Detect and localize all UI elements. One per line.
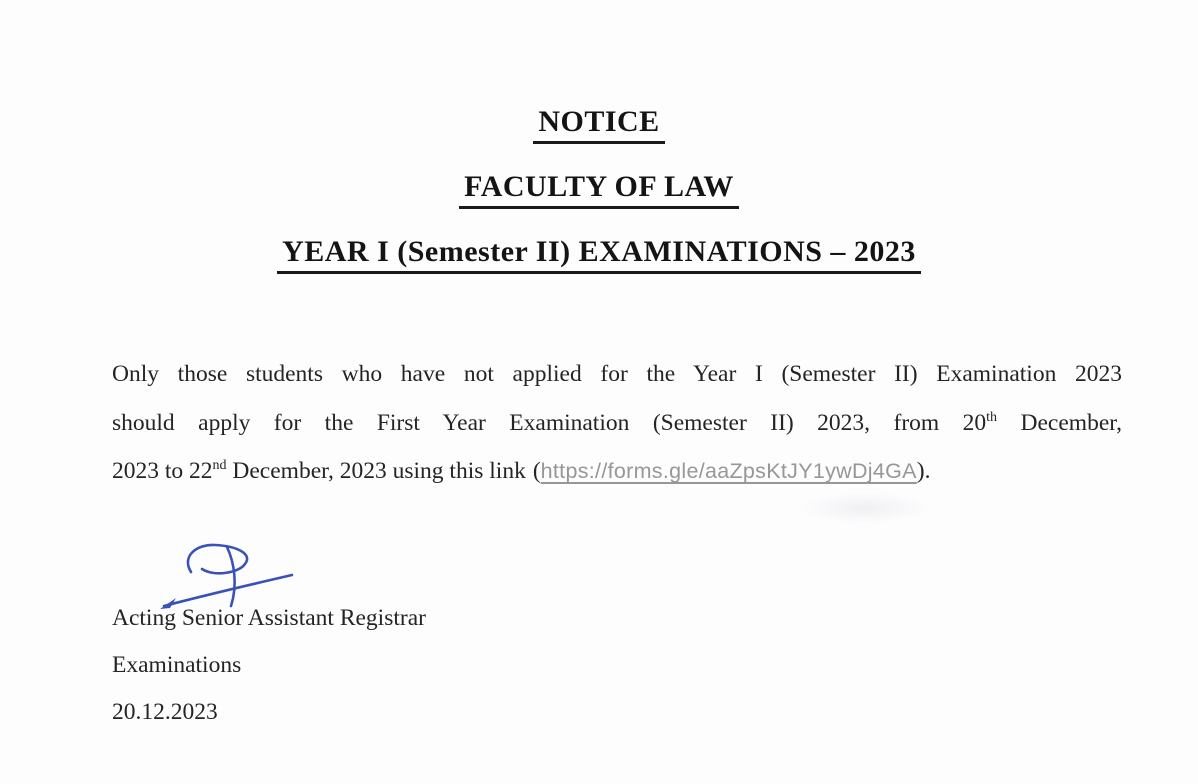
body-text-segment: Only those students who have not applied for the Year I (Semester II) Examination 2023 <box>112 361 1122 387</box>
body-text-segment: December, <box>997 409 1123 436</box>
body-text-segment: 2023 to 22 <box>112 458 213 484</box>
signoff-department: Examinations <box>112 652 242 678</box>
application-form-link[interactable]: https://forms.gle/aaZpsKtJY1ywDj4GA <box>540 459 917 483</box>
notice-heading-text: NOTICE <box>533 105 664 144</box>
body-line-1 <box>112 350 1122 399</box>
heading-block <box>0 0 1198 268</box>
body-line-3 <box>112 447 1122 496</box>
notice-heading <box>0 106 1198 138</box>
notice-body <box>112 350 1122 496</box>
examinations-heading <box>0 236 1198 268</box>
scan-smudge-artifact <box>800 492 930 524</box>
body-text-segment: should apply for the First Year Examination (Semester II) 2023, from 20 <box>112 409 987 436</box>
body-text-segment: December, 2023 using this link <box>226 458 526 484</box>
signoff-block <box>112 595 426 736</box>
examinations-heading-text: YEAR I (Semester II) EXAMINATIONS – 2023 <box>277 235 921 274</box>
close-paren: ). <box>916 458 931 484</box>
body-line-2 <box>112 399 1122 448</box>
open-paren: ( <box>532 458 541 484</box>
ordinal-suffix: th <box>986 409 998 425</box>
signoff-date: 20.12.2023 <box>112 699 218 725</box>
faculty-heading <box>0 171 1198 203</box>
ordinal-suffix: nd <box>212 458 227 473</box>
faculty-heading-text: FACULTY OF LAW <box>459 170 739 209</box>
signoff-title: Acting Senior Assistant Registrar <box>112 605 426 631</box>
